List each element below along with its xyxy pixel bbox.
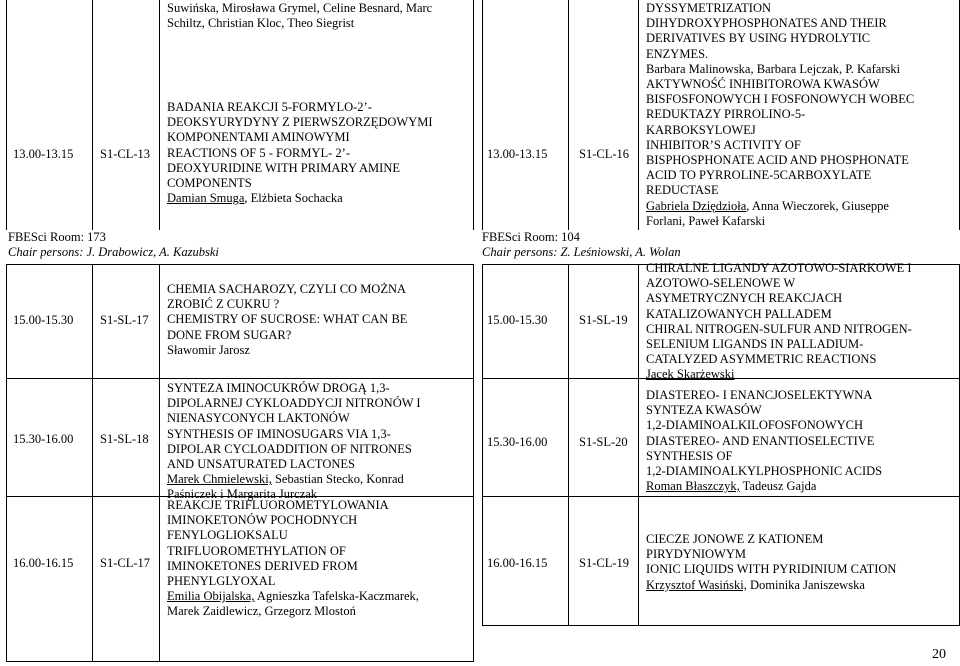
title-line: DIPOLARNEJ CYKLOADDYCJI NITRONÓW I xyxy=(167,396,421,411)
title-line: BISFOSFONOWYCH I FOSFONOWYCH WOBEC xyxy=(646,92,915,107)
authors-line xyxy=(646,199,914,214)
talk-entry xyxy=(646,77,914,229)
presenter: Marek Chmielewski, xyxy=(167,472,272,487)
title-line: DIPOLAR CYCLOADDITION OF NITRONES xyxy=(167,441,412,456)
title-line: CHEMIA SACHAROZY, CZYLI CO MOŻNA xyxy=(167,282,407,296)
coauthors: Tadeusz Gajda xyxy=(739,479,817,494)
presenter: Krzysztof Wasiński, xyxy=(646,577,747,592)
title-line: AKTYWNOŚĆ INHIBITOROWA KWASÓW xyxy=(646,77,880,91)
talk-entry xyxy=(646,388,882,494)
title-line: ENZYMES. xyxy=(646,46,709,61)
title-line: SELENIUM LIGANDS IN PALLADIUM- xyxy=(646,337,864,352)
title-line: BISPHOSPHONATE ACID AND PHOSPHONATE xyxy=(646,153,909,168)
title-line: CHEMISTRY OF SUCROSE: WHAT CAN BE xyxy=(167,312,408,327)
coauthors: Agnieszka Tafelska-Kaczmarek, xyxy=(254,589,419,604)
title-line: KOMPONENTAMI AMINOWYMI xyxy=(167,130,350,145)
presenter: Damian Smuga xyxy=(167,191,245,206)
session-code: S1-CL-16 xyxy=(579,147,629,161)
talk-entry xyxy=(167,381,421,503)
title-line: SYNTEZA KWASÓW xyxy=(646,403,762,418)
session-code: S1-SL-18 xyxy=(100,432,149,446)
author-line: Schiltz, Christian Kloc, Theo Siegrist xyxy=(167,16,355,31)
title-line: SYNTHESIS OF IMINOSUGARS VIA 1,3- xyxy=(167,426,391,441)
title-line: REACTIONS OF 5 - FORMYL- 2’- xyxy=(167,145,350,160)
page-number: 20 xyxy=(932,646,946,662)
title-line: 1,2-DIAMINOALKILOFOSFONOWYCH xyxy=(646,418,864,433)
chair-persons: Chair persons: Z. Leśniowski, A. Wolan xyxy=(482,245,681,260)
room-header xyxy=(482,230,681,260)
talk-entry xyxy=(646,261,912,383)
title-line: KARBOKSYLOWEJ xyxy=(646,122,756,137)
coauthors: , Elżbieta Sochacka xyxy=(244,191,343,206)
prev-authors xyxy=(167,1,432,31)
title-line: PHENYLGLYOXAL xyxy=(167,574,276,589)
session-code: S1-SL-20 xyxy=(579,435,628,449)
title-line: FENYLOGLIOKSALU xyxy=(167,528,288,543)
authors-line xyxy=(167,472,421,487)
title-line: INHIBITOR’S ACTIVITY OF xyxy=(646,137,801,152)
authors-line: Barbara Malinowska, Barbara Lejczak, P. Kafarski xyxy=(646,61,901,76)
coauthors: Sebastian Stecko, Konrad xyxy=(271,472,404,487)
title-line: PIRYDYNIOWYM xyxy=(646,547,746,562)
presenter: Jacek Skarżewski xyxy=(646,367,735,382)
title-line: CHIRAL NITROGEN-SULFUR AND NITROGEN- xyxy=(646,321,912,336)
presenter: Gabriela Dziędzioła xyxy=(646,198,747,213)
title-line: DERIVATIVES BY USING HYDROLYTIC xyxy=(646,31,871,46)
left-bottom-table xyxy=(6,264,474,662)
title-line: CIECZE JONOWE Z KATIONEM xyxy=(646,532,824,546)
session-time: 16.00-16.15 xyxy=(487,556,548,570)
title-line: KATALIZOWANYCH PALLADEM xyxy=(646,306,832,321)
title-line: CHIRALNE LIGANDY AZOTOWO-SIARKOWE I xyxy=(646,261,912,275)
session-code: S1-CL-13 xyxy=(100,147,150,161)
title-line: COMPONENTS xyxy=(167,176,252,191)
title-line: TRIFLUOROMETHYLATION OF xyxy=(167,543,346,558)
title-line: DIASTEREO- I ENANCJOSELEKTYWNA xyxy=(646,388,873,402)
title-line: SYNTHESIS OF xyxy=(646,448,733,463)
room-label: FBESci Room: 173 xyxy=(8,230,106,244)
session-time: 13.00-13.15 xyxy=(13,147,74,161)
title-line: DEOKSYURYDYNY Z PIERWSZORZĘDOWYMI xyxy=(167,115,433,130)
title-line: ZROBIĆ Z CUKRU ? xyxy=(167,297,280,312)
session-code: S1-CL-17 xyxy=(100,556,150,570)
authors-line xyxy=(646,578,896,593)
session-time: 15.30-16.00 xyxy=(13,432,74,446)
session-time: 15.00-15.30 xyxy=(487,313,548,327)
title-line: SYNTEZA IMINOCUKRÓW DROGĄ 1,3- xyxy=(167,381,390,395)
title-line: REAKCJE TRIFLUOROMETYLOWANIA xyxy=(167,498,389,512)
authors-line xyxy=(167,589,419,604)
session-time: 15.30-16.00 xyxy=(487,435,548,449)
title-line: DIHYDROXYPHOSPHONATES AND THEIR xyxy=(646,16,887,31)
coauthors-line: Forlani, Paweł Kafarski xyxy=(646,213,766,228)
session-code: S1-SL-19 xyxy=(579,313,628,327)
authors-line xyxy=(167,191,433,206)
talk-entry xyxy=(167,282,407,358)
title-line: NIENASYCONYCH LAKTONÓW xyxy=(167,411,350,426)
title-line: DIASTEREO- AND ENANTIOSELECTIVE xyxy=(646,433,875,448)
presenter: Emilia Obijalska, xyxy=(167,589,255,604)
coauthors-line: Marek Zaidlewicz, Grzegorz Mlostoń xyxy=(167,604,356,619)
title-line: AZOTOWO-SELENOWE W xyxy=(646,276,796,291)
session-time: 13.00-13.15 xyxy=(487,147,548,161)
title-line: DONE FROM SUGAR? xyxy=(167,327,292,342)
title-line: IMINOKETONES DERIVED FROM xyxy=(167,558,358,573)
title-line: REDUCTASE xyxy=(646,183,719,198)
title-line: CATALYZED ASYMMETRIC REACTIONS xyxy=(646,352,877,367)
authors-line xyxy=(646,479,882,494)
talk-entry xyxy=(646,532,896,593)
title-line: AND UNSATURATED LACTONES xyxy=(167,457,355,472)
session-code: S1-CL-19 xyxy=(579,556,629,570)
presenter: Roman Błaszczyk, xyxy=(646,479,740,494)
title-line: DEOXYURIDINE WITH PRIMARY AMINE xyxy=(167,160,400,175)
room-header xyxy=(8,230,219,260)
coauthors-line: Paśniczek i Margarita Jurczak xyxy=(167,487,318,502)
presenter: Sławomir Jarosz xyxy=(167,342,250,357)
title-line: ASYMETRYCZNYCH REAKCJACH xyxy=(646,291,843,306)
title-line: REDUKTAZY PIRROLINO-5- xyxy=(646,107,806,122)
author-line: Suwińska, Mirosława Grymel, Celine Besnard, Marc xyxy=(167,1,433,15)
session-time: 16.00-16.15 xyxy=(13,556,74,570)
room-label: FBESci Room: 104 xyxy=(482,230,580,244)
left-top-table xyxy=(6,0,474,230)
title-line: ACID TO PYRROLINE-5CARBOXYLATE xyxy=(646,168,872,183)
title-line: IMINOKETONÓW POCHODNYCH xyxy=(167,513,358,528)
coauthors: , Anna Wieczorek, Giuseppe xyxy=(746,198,889,213)
chair-persons: Chair persons: J. Drabowicz, A. Kazubski xyxy=(8,245,219,260)
coauthors: Dominika Janiszewska xyxy=(746,577,865,592)
title-line: 1,2-DIAMINOALKYLPHOSPHONIC ACIDS xyxy=(646,464,883,479)
session-code: S1-SL-17 xyxy=(100,313,149,327)
right-top-table xyxy=(482,0,960,230)
talk-entry xyxy=(167,498,419,620)
session-time: 15.00-15.30 xyxy=(13,313,74,327)
prev-entry xyxy=(646,1,900,77)
title-line: IONIC LIQUIDS WITH PYRIDINIUM CATION xyxy=(646,562,897,577)
talk-entry xyxy=(167,100,433,206)
title-line: BADANIA REAKCJI 5-FORMYLO-2’- xyxy=(167,100,372,114)
title-line: DYSSYMETRIZATION xyxy=(646,1,771,15)
right-bottom-table xyxy=(482,261,960,626)
